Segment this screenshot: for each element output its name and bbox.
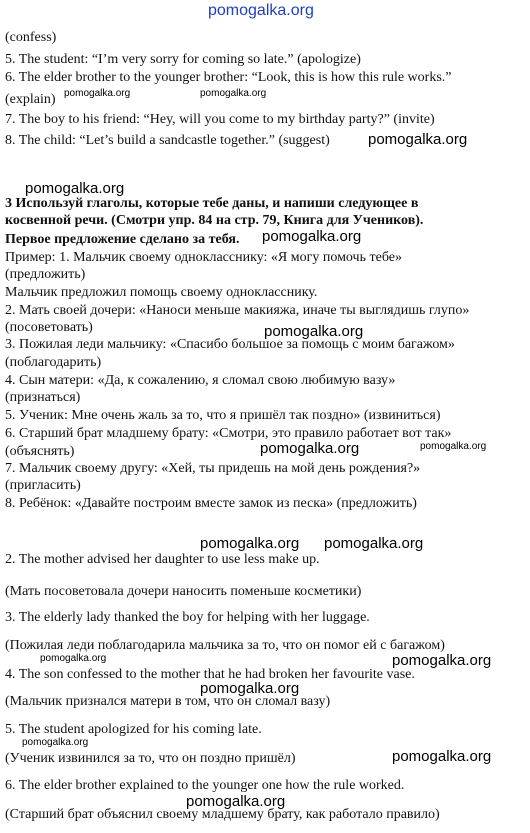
watermark: pomogalka.org bbox=[324, 535, 424, 552]
watermark: pomogalka.org bbox=[25, 180, 125, 197]
task-heading: Первое предложение сделано за тебя. bbox=[5, 232, 240, 247]
exercise-line: 8. The child: “Let’s build a sandcastle together.” (suggest) bbox=[5, 133, 330, 148]
answer-line: (Старший брат объяснил своему младшему брату, как работало правило) bbox=[5, 807, 440, 822]
exercise-line: 5. The student: “I’m very sorry for coming so late.” (apologize) bbox=[5, 52, 361, 67]
answer-line: (Мать посоветовала дочери наносить поменьше косметики) bbox=[5, 584, 362, 599]
russian-line: 5. Ученик: Мне очень жаль за то, что я пришёл так поздно» (извиниться) bbox=[5, 408, 441, 423]
russian-line: 3. Пожилая леди мальчику: «Спасибо большое за помощь с моим багажом» bbox=[5, 337, 455, 352]
site-watermark: pomogalka.org bbox=[208, 2, 314, 19]
russian-line: (предложить) bbox=[5, 267, 86, 282]
answer-line: 4. The son confessed to the mother that he had broken her favourite vase. bbox=[5, 667, 415, 682]
russian-line: 4. Сын матери: «Да, к сожалению, я сломал свою любимую вазу» bbox=[5, 373, 396, 388]
russian-line: (пригласить) bbox=[5, 478, 81, 493]
answer-line: 2. The mother advised her daughter to use less make up. bbox=[5, 552, 320, 567]
watermark: pomogalka.org bbox=[64, 88, 131, 99]
answer-line: 5. The student apologized for his coming late. bbox=[5, 722, 262, 737]
task-heading: 3 Используй глаголы, которые тебе даны, и напиши следующее в bbox=[5, 196, 419, 211]
answer-line: (Ученик извинился за то, что он поздно пришёл) bbox=[5, 751, 296, 766]
watermark: pomogalka.org bbox=[392, 652, 492, 669]
watermark: pomogalka.org bbox=[186, 793, 286, 810]
watermark: pomogalka.org bbox=[392, 748, 492, 765]
exercise-line: (explain) bbox=[5, 92, 56, 107]
watermark: pomogalka.org bbox=[40, 653, 107, 664]
watermark: pomogalka.org bbox=[262, 228, 362, 245]
russian-line: 7. Мальчик своему другу: «Хей, ты придешь на мой день рождения?» bbox=[5, 461, 421, 476]
watermark: pomogalka.org bbox=[200, 680, 300, 697]
russian-line: (посоветовать) bbox=[5, 320, 93, 335]
russian-line: Пример: 1. Мальчик своему однокласснику: «Я могу помочь тебе» bbox=[5, 250, 402, 265]
watermark: pomogalka.org bbox=[368, 131, 468, 148]
exercise-line: 7. The boy to his friend: “Hey, will you come to my birthday party?” (invite) bbox=[5, 112, 435, 127]
answer-line: 6. The elder brother explained to the younger one how the rule worked. bbox=[5, 778, 405, 793]
exercise-line: 6. The elder brother to the younger brother: “Look, this is how this rule works.” bbox=[5, 70, 452, 85]
watermark: pomogalka.org bbox=[200, 535, 300, 552]
russian-line: 2. Мать своей дочери: «Наноси меньше макияжа, иначе ты выглядишь глупо» bbox=[5, 303, 470, 318]
task-heading: косвенной речи. (Смотри упр. 84 на стр. 79, Книга для Учеников). bbox=[5, 213, 424, 228]
russian-line: (признаться) bbox=[5, 390, 81, 405]
watermark: pomogalka.org bbox=[200, 88, 267, 99]
answer-line: 3. The elderly lady thanked the boy for helping with her luggage. bbox=[5, 610, 370, 625]
watermark: pomogalka.org bbox=[420, 441, 487, 452]
russian-line: 6. Старший брат младшему брату: «Смотри, это правило работает вот так» bbox=[5, 426, 452, 441]
exercise-line: (confess) bbox=[5, 30, 57, 45]
russian-line: Мальчик предложил помощь своему однокласснику. bbox=[5, 285, 318, 300]
answer-line: (Мальчик признался матери в том, что он сломал вазу) bbox=[5, 694, 331, 709]
russian-line: (объяснять) bbox=[5, 444, 75, 459]
watermark: pomogalka.org bbox=[260, 440, 360, 457]
watermark: pomogalka.org bbox=[264, 323, 364, 340]
russian-line: (поблагодарить) bbox=[5, 355, 102, 370]
russian-line: 8. Ребёнок: «Давайте построим вместе замок из песка» (предложить) bbox=[5, 496, 417, 511]
watermark: pomogalka.org bbox=[22, 737, 89, 748]
answer-line: (Пожилая леди поблагодарила мальчика за то, что он помог ей с багажом) bbox=[5, 638, 445, 653]
